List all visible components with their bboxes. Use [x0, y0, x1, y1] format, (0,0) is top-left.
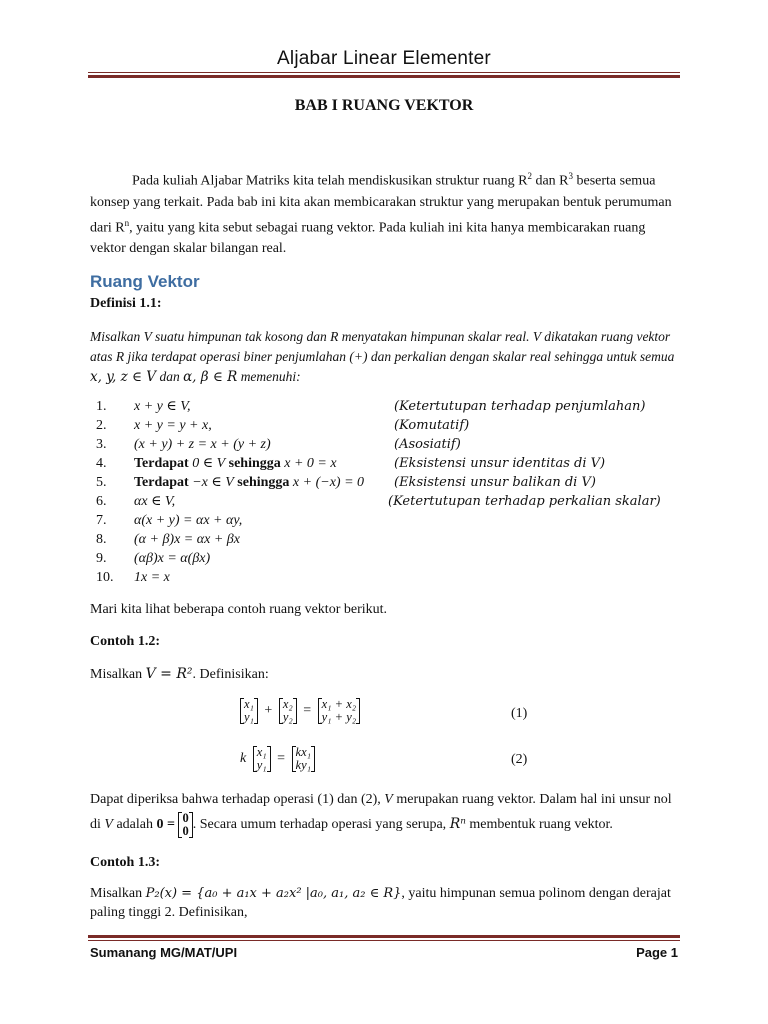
footer-rule-thick: [88, 935, 680, 938]
axiom-item: [96, 530, 364, 549]
axiom-note: (Asosiatif): [394, 437, 461, 452]
example-1-3-label: Contoh 1.3:: [90, 855, 161, 870]
equation-2-tag: (2): [511, 752, 528, 767]
axiom-equation: 0 ∈ V: [192, 456, 226, 471]
axiom-number: 3.: [96, 437, 107, 452]
axiom-number: 1.: [96, 399, 107, 414]
axiom-item: [96, 473, 596, 492]
axiom-note: (Komutatif): [394, 418, 470, 433]
example-1-2-zero: di V adalah 0 = 0 0 . Secara umum terhadap operasi yang serupa, Rⁿ membentuk ruang vektor.: [90, 811, 613, 838]
axiom-item: [96, 568, 364, 587]
header-rule-thick: [88, 75, 680, 78]
header-title: Aljabar Linear Elementer: [277, 48, 491, 69]
axiom-number: 2.: [96, 418, 107, 433]
axiom-equation: x + y ∈ V,: [134, 399, 191, 414]
axiom-note: (Eksistensi unsur balikan di V): [394, 475, 596, 490]
axiom-note: (Eksistensi unsur identitas di V): [394, 456, 606, 471]
axiom-equation: α(x + y) = αx + αy,: [134, 513, 243, 528]
header-rule-thin: [88, 72, 680, 73]
axiom-item: [96, 435, 461, 454]
axiom-number: 10.: [96, 570, 114, 585]
axiom-equation: x + y = y + x,: [134, 418, 212, 433]
definition-label: Definisi 1.1:: [90, 296, 162, 311]
example-1-3-text-2: paling tinggi 2. Definisikan,: [90, 905, 248, 920]
axiom-item: [96, 511, 364, 530]
intro-paragraph: Pada kuliah Aljabar Matriks kita telah mendiskusikan struktur ruang $R^2$ dan $R^3$ beserta semua konsep yang terkait. Pada bab ini kita akan membicarakan struktur yang merupakan bentuk perumuman dari $R^n$, yaitu yang kita sebut sebagai ruang vektor. Pada kuliah ini kita hanya membicarakan ruang vektor dengan skalar bilangan real.: [90, 171, 672, 257]
axiom-number: 5.: [96, 475, 107, 490]
matrix: x₁ + x₂ y₁ + y₂: [318, 698, 360, 724]
axiom-item: [96, 397, 646, 416]
footer-page-number: Page 1: [636, 945, 678, 960]
axiom-list: [96, 397, 661, 587]
example-1-2-label: Contoh 1.2:: [90, 634, 161, 649]
axiom-equation: 1x = x: [134, 570, 170, 585]
equation-1: x₁ y₁ + x₂ y₂ = x₁ + x₂ y₁ + y₂: [240, 698, 360, 724]
axiom-number: 9.: [96, 551, 107, 566]
footer-author: Sumanang MG/MAT/UPI: [90, 945, 238, 960]
example-1-2-intro: Misalkan V = R². Definisikan:: [90, 666, 269, 682]
axiom-equation: (αβ)x = α(βx): [134, 551, 211, 566]
axiom-item: [96, 454, 606, 473]
equation-2: k x₁ y₁ = kx₁ ky₁: [240, 746, 315, 772]
equation-1-tag: (1): [511, 706, 528, 721]
axiom-equation: (α + β)x = αx + βx: [134, 532, 240, 547]
matrix: x₂ y₂: [279, 698, 297, 724]
axiom-number: 7.: [96, 513, 107, 528]
zero-vector: 0 0: [178, 812, 192, 838]
axiom-note: (Ketertutupan terhadap perkalian skalar): [388, 494, 661, 509]
axiom-equation: −x ∈ V: [192, 475, 234, 490]
axiom-item: [96, 492, 661, 511]
axiom-equation-2: x + (−x) = 0: [292, 475, 365, 490]
footer-rule-thin: [88, 940, 680, 941]
matrix: x₁ y₁: [240, 698, 258, 724]
axiom-prefix: Terdapat: [134, 456, 193, 471]
example-1-2-text: Dapat diperiksa bahwa terhadap operasi (1) dan (2), V merupakan ruang vektor. Dalam hal ini unsur nol: [90, 792, 672, 807]
axiom-connector: sehingga: [233, 475, 293, 490]
example-1-3-text: Misalkan P₂(x) = {a₀ + a₁x + a₂x² |a₀, a₁, a₂ ∈ R}, yaitu himpunan semua polinom dengan derajat: [90, 886, 671, 901]
definition-text: Misalkan V suatu himpunan tak kosong dan R menyatakan himpunan skalar real. V dikatakan ruang vektor atas R jika terdapat operasi biner penjumlahan (+) dan perkalian dengan skalar real sehingga untuk semua x, y, z ∈ V dan α, β ∈ R memenuhi:: [90, 329, 675, 385]
matrix: x₁ y₁: [253, 746, 271, 772]
axiom-number: 8.: [96, 532, 107, 547]
chapter-title: BAB I RUANG VEKTOR: [294, 97, 474, 114]
section-heading: Ruang Vektor: [90, 272, 200, 291]
axiom-prefix: Terdapat: [134, 475, 193, 490]
axiom-item: [96, 416, 470, 435]
matrix: kx₁ ky₁: [292, 746, 315, 772]
axiom-number: 6.: [96, 494, 107, 509]
axiom-item: [96, 549, 364, 568]
axiom-equation: (x + y) + z = x + (y + z): [134, 437, 271, 452]
axiom-note: (Ketertutupan terhadap penjumlahan): [394, 399, 646, 414]
examples-intro: Mari kita lihat beberapa contoh ruang vektor berikut.: [90, 602, 388, 617]
axiom-equation: αx ∈ V,: [134, 494, 176, 509]
axiom-equation-2: x + 0 = x: [284, 456, 337, 471]
axiom-connector: sehingga: [225, 456, 285, 471]
axiom-number: 4.: [96, 456, 107, 471]
